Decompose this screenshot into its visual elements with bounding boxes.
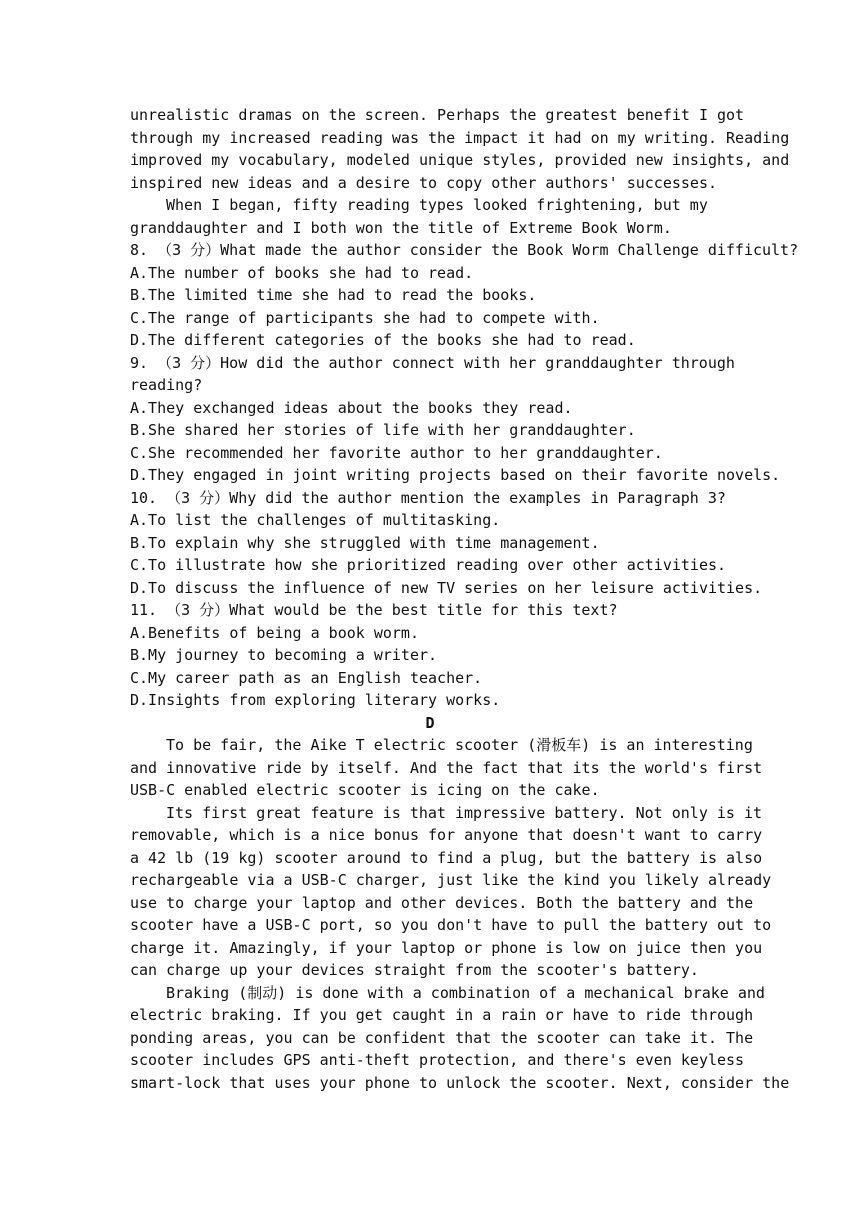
question-stem: 9. （3 分）How did the author connect with her granddaughter through bbox=[130, 353, 735, 372]
text-line: use to charge your laptop and other devices. Both the battery and the bbox=[130, 893, 754, 912]
passage-d-paragraph-1 bbox=[130, 734, 763, 802]
answer-option-b[interactable]: B.The limited time she had to read the books. bbox=[130, 286, 537, 304]
section-heading: D bbox=[425, 713, 435, 732]
answer-option-a[interactable]: A.To list the challenges of multitasking. bbox=[130, 511, 501, 529]
answer-option-b[interactable]: B.She shared her stories of life with her granddaughter. bbox=[130, 421, 636, 439]
text-line: unrealistic dramas on the screen. Perhaps the greatest benefit I got bbox=[130, 106, 745, 124]
question-stem: 11. （3 分）What would be the best title for this text? bbox=[130, 601, 618, 619]
answer-option-d[interactable]: D.They engaged in joint writing projects based on their favorite novels. bbox=[130, 466, 781, 484]
answer-option-b[interactable]: B.My journey to becoming a writer. bbox=[130, 646, 438, 664]
question-stem: 10. （3 分）Why did the author mention the examples in Paragraph 3? bbox=[130, 488, 726, 507]
answer-option-d[interactable]: D.The different categories of the books she had to read. bbox=[130, 331, 636, 349]
question-stem: 8. （3 分）What made the author consider the Book Worm Challenge difficult? bbox=[130, 241, 799, 259]
answer-option-d[interactable]: D.To discuss the influence of new TV series on her leisure activities. bbox=[130, 578, 763, 597]
passage-d-paragraph-3 bbox=[130, 982, 790, 1095]
text-line: granddaughter and I both won the title of Extreme Book Worm. bbox=[130, 218, 672, 237]
question-10 bbox=[130, 487, 763, 600]
text-line: scooter have a USB-C port, so you don't have to pull the battery out to bbox=[130, 916, 772, 934]
answer-option-c[interactable]: C.To illustrate how she prioritized reading over other activities. bbox=[130, 556, 727, 574]
text-line: Its first great feature is that impressive battery. Not only is it bbox=[166, 803, 763, 822]
text-line: Braking (制动) is done with a combination of a mechanical brake and bbox=[166, 983, 765, 1002]
text-line: smart-lock that uses your phone to unlock the scooter. Next, consider the bbox=[130, 1073, 790, 1092]
text-line: improved my vocabulary, modeled unique styles, provided new insights, and bbox=[130, 151, 790, 169]
question-8 bbox=[130, 239, 799, 352]
text-line: through my increased reading was the impact it had on my writing. Reading bbox=[130, 128, 790, 147]
answer-option-d[interactable]: D.Insights from exploring literary works. bbox=[130, 691, 501, 709]
text-line: When I began, fifty reading types looked frightening, but my bbox=[166, 196, 708, 214]
text-line: rechargeable via a USB-C charger, just like the kind you likely already bbox=[130, 871, 772, 889]
question-9 bbox=[130, 352, 781, 487]
text-line: inspired new ideas and a desire to copy other authors' successes. bbox=[130, 173, 717, 192]
passage-c-closing-paragraph bbox=[130, 194, 730, 239]
answer-option-b[interactable]: B.To explain why she struggled with time management. bbox=[130, 533, 600, 552]
text-line: electric braking. If you get caught in a rain or have to ride through bbox=[130, 1006, 754, 1024]
answer-option-c[interactable]: C.The range of participants she had to compete with. bbox=[130, 308, 600, 327]
text-line: USB-C enabled electric scooter is icing on the cake. bbox=[130, 781, 600, 799]
text-line: and innovative ride by itself. And the fact that its the world's first bbox=[130, 758, 763, 777]
answer-option-a[interactable]: A.They exchanged ideas about the books they read. bbox=[130, 398, 573, 417]
passage-d-paragraph-2 bbox=[130, 802, 772, 982]
document-page bbox=[130, 104, 799, 1094]
answer-option-a[interactable]: A.Benefits of being a book worm. bbox=[130, 623, 419, 642]
text-line: charge it. Amazingly, if your laptop or phone is low on juice then you bbox=[130, 938, 763, 957]
answer-option-a[interactable]: A.The number of books she had to read. bbox=[130, 263, 474, 282]
text-line: To be fair, the Aike T electric scooter (滑板车) is an interesting bbox=[166, 736, 753, 754]
text-line: ponding areas, you can be confident that the scooter can take it. The bbox=[130, 1028, 754, 1047]
question-11 bbox=[130, 599, 730, 712]
question-stem-continued: reading? bbox=[130, 376, 203, 394]
text-line: removable, which is a nice bonus for anyone that doesn't want to carry bbox=[130, 826, 763, 844]
text-line: a 42 lb (19 kg) scooter around to find a plug, but the battery is also bbox=[130, 848, 763, 867]
text-line: scooter includes GPS anti-theft protection, and there's even keyless bbox=[130, 1051, 745, 1069]
text-line: can charge up your devices straight from the scooter's battery. bbox=[130, 961, 699, 979]
answer-option-c[interactable]: C.My career path as an English teacher. bbox=[130, 668, 483, 687]
answer-option-c[interactable]: C.She recommended her favorite author to her granddaughter. bbox=[130, 443, 663, 462]
passage-c-paragraph bbox=[130, 104, 790, 194]
